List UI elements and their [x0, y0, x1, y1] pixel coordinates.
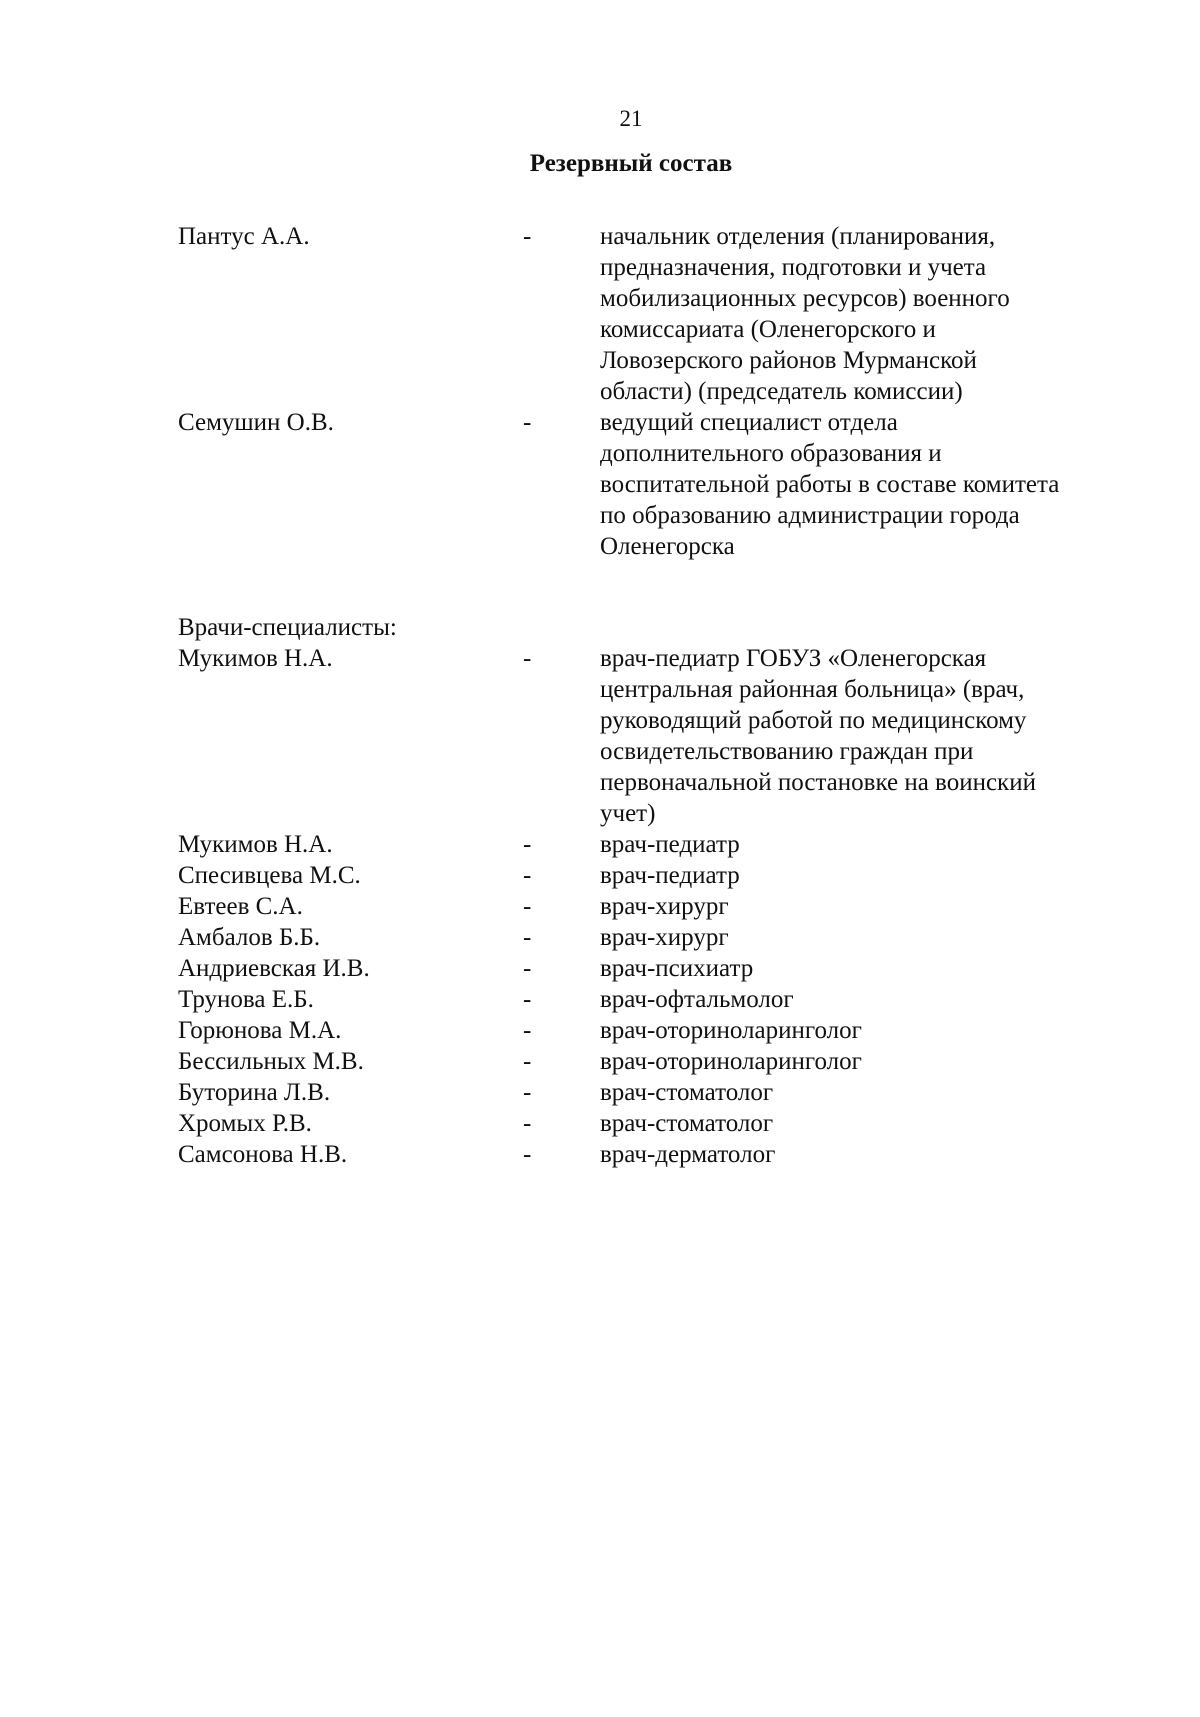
doctor-role: врач-оториноларинголог — [600, 1048, 862, 1075]
doctor-entry — [178, 922, 1118, 953]
description-line: воспитательной работы в составе комитета — [600, 471, 1060, 498]
doctors-section-heading: Врачи-специалисты: — [178, 614, 397, 641]
page-number: 21 — [619, 106, 643, 131]
doctor-entry — [178, 1015, 1118, 1046]
description-line: центральная районная больница» (врач, — [600, 676, 1025, 703]
dash-separator: - — [523, 986, 532, 1013]
dash-separator: - — [523, 223, 532, 250]
doctor-role: врач-оториноларинголог — [600, 1017, 862, 1044]
doctor-entry — [178, 829, 1118, 860]
doctor-name: Бессильных М.В. — [178, 1048, 364, 1075]
description-line: освидетельствованию граждан при — [600, 738, 974, 765]
doctor-name: Мукимов Н.А. — [178, 831, 333, 858]
description-line: мобилизационных ресурсов) военного — [600, 285, 1010, 312]
description-line: области) (председатель комиссии) — [600, 378, 963, 405]
doctor-name: Хромых Р.В. — [178, 1110, 312, 1137]
member-description — [600, 221, 1118, 407]
dash-separator: - — [523, 831, 532, 858]
lead-doctor-entry — [178, 643, 1118, 829]
member-description — [600, 643, 1118, 829]
doctor-entry — [178, 1077, 1118, 1108]
member-name: Мукимов Н.А. — [178, 645, 333, 672]
dash-separator: - — [523, 1048, 532, 1075]
member-name: Семушин О.В. — [178, 409, 334, 436]
doctor-name: Горюнова М.А. — [178, 1017, 342, 1044]
member-name: Пантус А.А. — [178, 223, 310, 250]
description-line: Оленегорска — [600, 533, 735, 560]
description-line: первоначальной постановке на воинский — [600, 769, 1036, 796]
description-line: руководящий работой по медицинскому — [600, 707, 1027, 734]
doctor-entry — [178, 891, 1118, 922]
doctor-entry — [178, 1108, 1118, 1139]
document-body — [178, 221, 1118, 1170]
doctor-entry — [178, 860, 1118, 891]
doctor-entry — [178, 953, 1118, 984]
dash-separator: - — [523, 1079, 532, 1106]
doctor-name: Самсонова Н.В. — [178, 1141, 348, 1168]
member-entry — [178, 221, 1118, 407]
doctor-role: врач-стоматолог — [600, 1110, 774, 1137]
doctor-role: врач-офтальмолог — [600, 986, 794, 1013]
doctor-role: врач-хирург — [600, 924, 729, 951]
description-line: ведущий специалист отдела — [600, 409, 898, 436]
doctor-role: врач-дерматолог — [600, 1141, 776, 1168]
doctor-name: Евтеев С.А. — [178, 893, 303, 920]
dash-separator: - — [523, 862, 532, 889]
dash-separator: - — [523, 1110, 532, 1137]
doctor-role: врач-психиатр — [600, 955, 754, 982]
description-line: учет) — [600, 800, 656, 827]
member-entry — [178, 407, 1118, 562]
description-line: начальник отделения (планирования, — [600, 223, 996, 250]
page-title: Резервный состав — [529, 150, 733, 177]
doctor-entry — [178, 1139, 1118, 1170]
description-line: дополнительного образования и — [600, 440, 942, 467]
description-line: по образованию администрации города — [600, 502, 1020, 529]
dash-separator: - — [523, 1017, 532, 1044]
doctor-name: Буторина Л.В. — [178, 1079, 331, 1106]
dash-separator: - — [523, 924, 532, 951]
doctor-name: Андриевская И.В. — [178, 955, 370, 982]
member-description — [600, 407, 1118, 562]
doctor-name: Трунова Е.Б. — [178, 986, 314, 1013]
dash-separator: - — [523, 955, 532, 982]
description-line: предназначения, подготовки и учета — [600, 254, 987, 281]
dash-separator: - — [523, 409, 532, 436]
description-line: Ловозерского районов Мурманской — [600, 347, 977, 374]
description-line: врач-педиатр ГОБУЗ «Оленегорская — [600, 645, 987, 672]
doctor-entry — [178, 984, 1118, 1015]
doctor-entry — [178, 1046, 1118, 1077]
doctor-name: Спесивцева М.С. — [178, 862, 361, 889]
doctor-role: врач-стоматолог — [600, 1079, 774, 1106]
dash-separator: - — [523, 893, 532, 920]
dash-separator: - — [523, 645, 532, 672]
doctor-role: врач-хирург — [600, 893, 729, 920]
doctor-name: Амбалов Б.Б. — [178, 924, 321, 951]
doctor-role: врач-педиатр — [600, 831, 740, 858]
dash-separator: - — [523, 1141, 532, 1168]
doctor-role: врач-педиатр — [600, 862, 740, 889]
description-line: комиссариата (Оленегорского и — [600, 316, 936, 343]
